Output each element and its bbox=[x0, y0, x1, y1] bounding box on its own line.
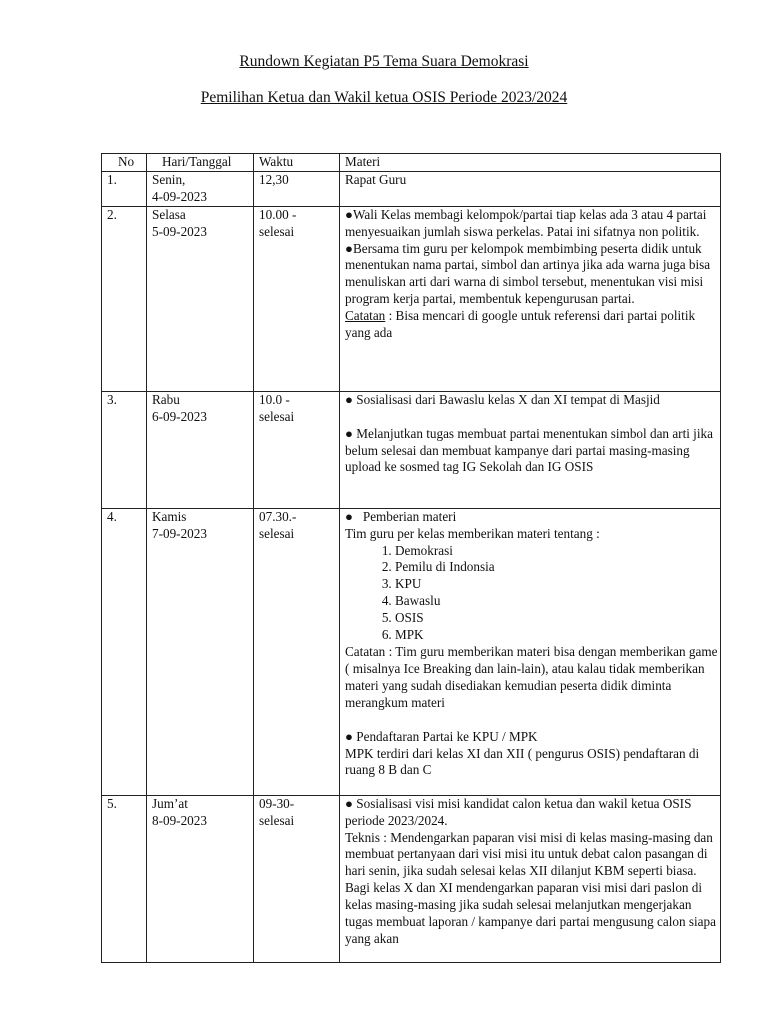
row-date-cell bbox=[147, 171, 254, 206]
header-waktu: Waktu bbox=[254, 154, 340, 172]
row-time-end: selesai bbox=[259, 408, 295, 424]
row-date: 7-09-2023 bbox=[152, 525, 207, 541]
note-text: : Bisa mencari di google untuk referensi dari partai politik yang ada bbox=[345, 308, 696, 341]
materi-paragraph: MPK terdiri dari kelas XI dan XII ( pengurus OSIS) pendaftaran di ruang 8 B dan C bbox=[345, 745, 700, 778]
row-time: 12,30 bbox=[259, 171, 289, 187]
row-materi-cell bbox=[340, 508, 721, 795]
row-materi-cell bbox=[340, 795, 721, 962]
row-number: 1. bbox=[102, 171, 147, 206]
table-row bbox=[102, 508, 721, 795]
header-no: No bbox=[102, 154, 147, 172]
list-item: 4. Bawaslu bbox=[395, 593, 720, 610]
row-time-end: selesai bbox=[259, 525, 295, 541]
materi-paragraph: ● Melanjutkan tugas membuat partai menentukan simbol dan arti jika belum selesai dan membuat kampanye dari partai masing-masing upload ke sosmed tag IG Sekolah dan IG OSIS bbox=[345, 425, 713, 475]
row-day: Kamis bbox=[152, 508, 187, 524]
row-day: Senin, bbox=[152, 171, 186, 187]
materi-paragraph: ● Pendaftaran Partai ke KPU / MPK bbox=[345, 728, 538, 744]
materi-paragraph: ●Wali Kelas membagi kelompok/partai tiap kelas ada 3 atau 4 partai menyesuaikan jumlah siswa perkelas. Patai ini sifatnya non politik. bbox=[345, 206, 707, 239]
row-time: 10.00 - bbox=[259, 206, 297, 222]
materi-paragraph: ● Pemberian materi bbox=[345, 508, 457, 524]
row-time: 07.30.- bbox=[259, 508, 297, 524]
list-item: 1. Demokrasi bbox=[395, 543, 720, 560]
table-header-row bbox=[102, 154, 721, 172]
list-item: 6. MPK bbox=[395, 627, 720, 644]
rundown-table bbox=[101, 153, 721, 963]
document-title: Rundown Kegiatan P5 Tema Suara Demokrasi bbox=[239, 53, 529, 70]
header-hari-tanggal: Hari/Tanggal bbox=[147, 154, 254, 172]
materi-paragraph: ●Bersama tim guru per kelompok membimbing peserta didik untuk menentukan nama partai, simbol dan artinya jika ada warna juga bisa menuliskan arti dari warna di simbol tersebut, menentukan visi misi program kerja partai, membentuk kepengurusan partai. bbox=[345, 240, 711, 307]
topic-list bbox=[345, 543, 720, 644]
document-subtitle: Pemilihan Ketua dan Wakil ketua OSIS Periode 2023/2024 bbox=[200, 89, 568, 106]
row-time-cell bbox=[254, 171, 340, 206]
materi-paragraph: Tim guru per kelas memberikan materi tentang : bbox=[345, 525, 600, 541]
row-materi-cell bbox=[340, 391, 721, 508]
table-row bbox=[102, 171, 721, 206]
row-time-cell bbox=[254, 795, 340, 962]
row-time-cell bbox=[254, 206, 340, 391]
row-time-end: selesai bbox=[259, 812, 295, 828]
row-date-cell bbox=[147, 391, 254, 508]
row-number: 4. bbox=[102, 508, 147, 795]
row-time-cell bbox=[254, 391, 340, 508]
materi-paragraph: ● Sosialisasi dari Bawaslu kelas X dan XI tempat di Masjid bbox=[345, 391, 660, 407]
materi-note bbox=[345, 308, 720, 342]
materi-paragraph: Catatan : Tim guru memberikan materi bisa dengan memberikan game ( misalnya Ice Breaking dan lain-lain), atau kalau tidak memberikan materi yang sudah disediakan kemudian peserta didik diminta merangkum materi bbox=[345, 643, 718, 710]
row-date: 5-09-2023 bbox=[152, 223, 207, 239]
row-date-cell bbox=[147, 206, 254, 391]
row-number: 5. bbox=[102, 795, 147, 962]
row-date: 6-09-2023 bbox=[152, 408, 207, 424]
table-row bbox=[102, 391, 721, 508]
row-time-end: selesai bbox=[259, 223, 295, 239]
note-label: Catatan bbox=[345, 308, 386, 324]
row-materi-cell bbox=[340, 171, 721, 206]
row-date: 4-09-2023 bbox=[152, 188, 207, 204]
row-time: 09-30- bbox=[259, 795, 295, 811]
paragraph-gap bbox=[345, 409, 720, 426]
header-materi: Materi bbox=[340, 154, 721, 172]
paragraph-gap bbox=[345, 712, 720, 729]
materi-paragraph: Bagi kelas X dan XI mendengarkan paparan visi misi dari paslon di kelas masing-masing jika sudah selesai melanjutkan mengerjakan tugas membuat laporan / kampanye dari partai mengusung calon siapa yang akan bbox=[345, 880, 716, 946]
list-item: 3. KPU bbox=[395, 576, 720, 593]
row-date: 8-09-2023 bbox=[152, 812, 207, 828]
row-day: Selasa bbox=[152, 206, 186, 222]
table-row bbox=[102, 206, 721, 391]
table-row bbox=[102, 795, 721, 962]
row-time: 10.0 - bbox=[259, 391, 290, 407]
row-date-cell bbox=[147, 508, 254, 795]
row-number: 2. bbox=[102, 206, 147, 391]
row-day: Rabu bbox=[152, 391, 180, 407]
materi-paragraph: Rapat Guru bbox=[345, 171, 407, 187]
materi-paragraph: Teknis : Mendengarkan paparan visi misi di kelas masing-masing dan membuat pertanyaan dari visi misi itu untuk debat calon pasangan di hari senin, jika sudah selesai kelas XII dilanjut KBM seperti biasa. bbox=[345, 829, 713, 879]
row-number: 3. bbox=[102, 391, 147, 508]
row-date-cell bbox=[147, 795, 254, 962]
list-item: 2. Pemilu di Indonsia bbox=[395, 559, 720, 576]
row-materi-cell bbox=[340, 206, 721, 391]
materi-paragraph: ● Sosialisasi visi misi kandidat calon ketua dan wakil ketua OSIS periode 2023/2024. bbox=[345, 795, 692, 828]
row-time-cell bbox=[254, 508, 340, 795]
row-day: Jum’at bbox=[152, 795, 188, 811]
list-item: 5. OSIS bbox=[395, 610, 720, 627]
